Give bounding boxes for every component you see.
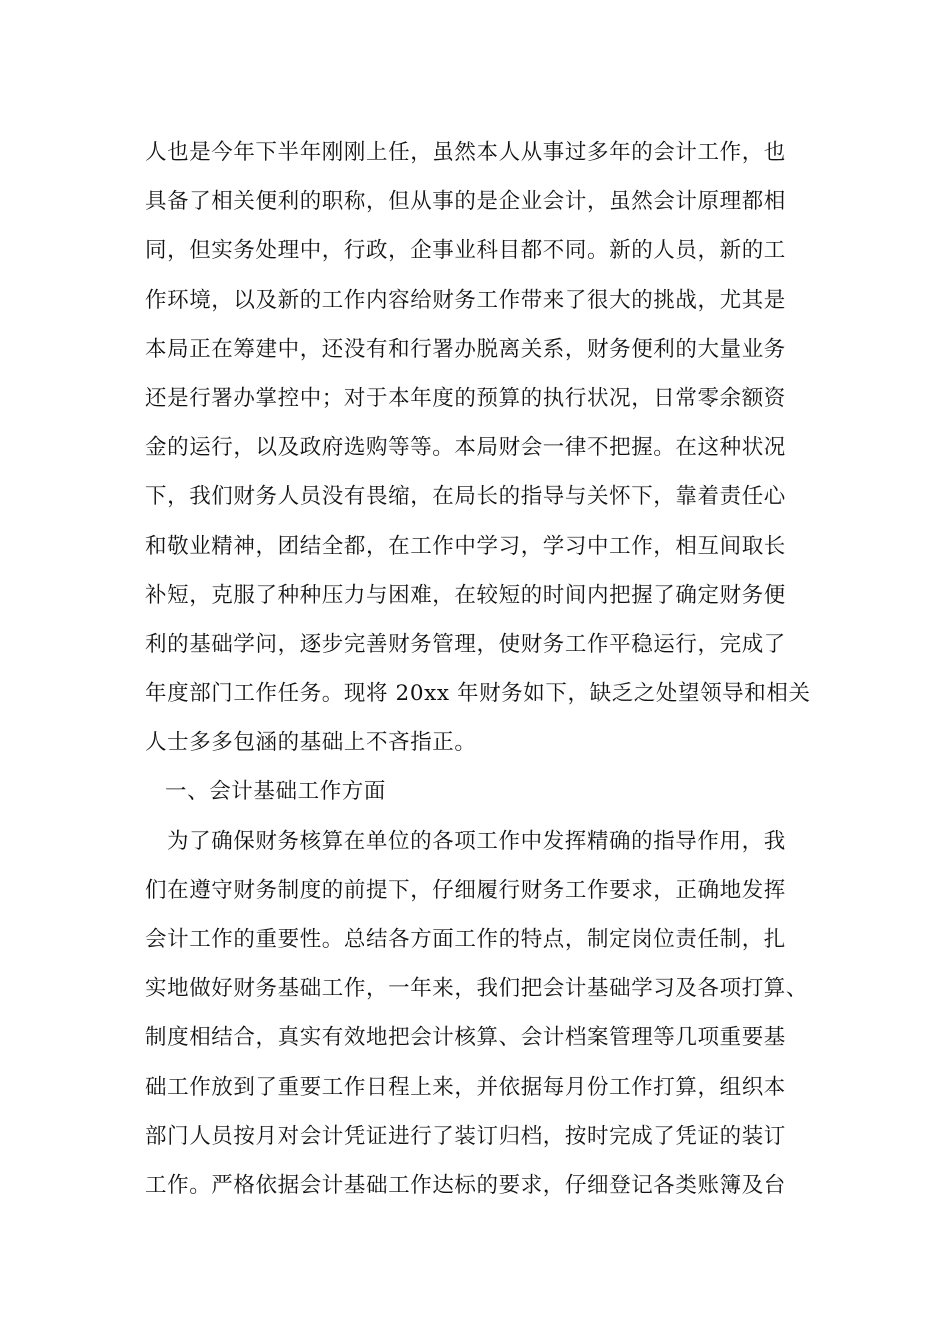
body-line: 补短，克服了种种压力与困难，在较短的时间内把握了确定财务便 <box>145 582 786 608</box>
body-line: 们在遵守财务制度的前提下，仔细履行财务工作要求，正确地发挥 <box>145 877 786 903</box>
body-line: 部门人员按月对会计凭证进行了装订归档，按时完成了凭证的装订 <box>145 1123 786 1149</box>
body-line: 同，但实务处理中，行政，企事业科目都不同。新的人员，新的工 <box>145 238 786 264</box>
body-line: 会计工作的重要性。总结各方面工作的特点，制定岗位责任制，扎 <box>145 927 786 952</box>
body-line: 实地做好财务基础工作，一年来，我们把会计基础学习及各项打算、 <box>145 976 809 1002</box>
body-line: 年度部门工作任务。现将 20xx 年财务如下，缺乏之处望领导和相关 <box>145 681 811 707</box>
body-line: 下，我们财务人员没有畏缩，在局长的指导与关怀下，靠着责任心 <box>145 484 786 510</box>
body-line: 本局正在筹建中，还没有和行署办脱离关系，财务便利的大量业务 <box>145 336 786 362</box>
body-line: 础工作放到了重要工作日程上来，并依据每月份工作打算，组织本 <box>145 1074 786 1100</box>
body-line: 具备了相关便利的职称，但从事的是企业会计，虽然会计原理都相 <box>145 189 786 215</box>
body-line: 为了确保财务核算在单位的各项工作中发挥精确的指导作用，我 <box>167 828 786 854</box>
body-line: 作环境，以及新的工作内容给财务工作带来了很大的挑战，尤其是 <box>145 287 786 313</box>
body-line: 金的运行，以及政府选购等等。本局财会一律不把握。在这种状况 <box>145 435 786 461</box>
body-line: 还是行署办掌控中；对于本年度的预算的执行状况，日常零余额资 <box>145 385 786 411</box>
body-line: 利的基础学问，逐步完善财务管理，使财务工作平稳运行，完成了 <box>145 631 786 657</box>
body-line: 人士多多包涵的基础上不吝指正。 <box>145 730 477 756</box>
body-line: 制度相结合，真实有效地把会计核算、会计档案管理等几项重要基 <box>145 1025 786 1051</box>
body-line: 和敬业精神，团结全都，在工作中学习，学习中工作，相互间取长 <box>145 533 786 559</box>
body-line: 人也是今年下半年刚刚上任，虽然本人从事过多年的会计工作，也 <box>145 140 786 165</box>
section-heading: 一、会计基础工作方面 <box>165 779 387 805</box>
document-body <box>145 128 835 1210</box>
body-line: 工作。严格依据会计基础工作达标的要求，仔细登记各类账簿及台 <box>145 1172 786 1198</box>
